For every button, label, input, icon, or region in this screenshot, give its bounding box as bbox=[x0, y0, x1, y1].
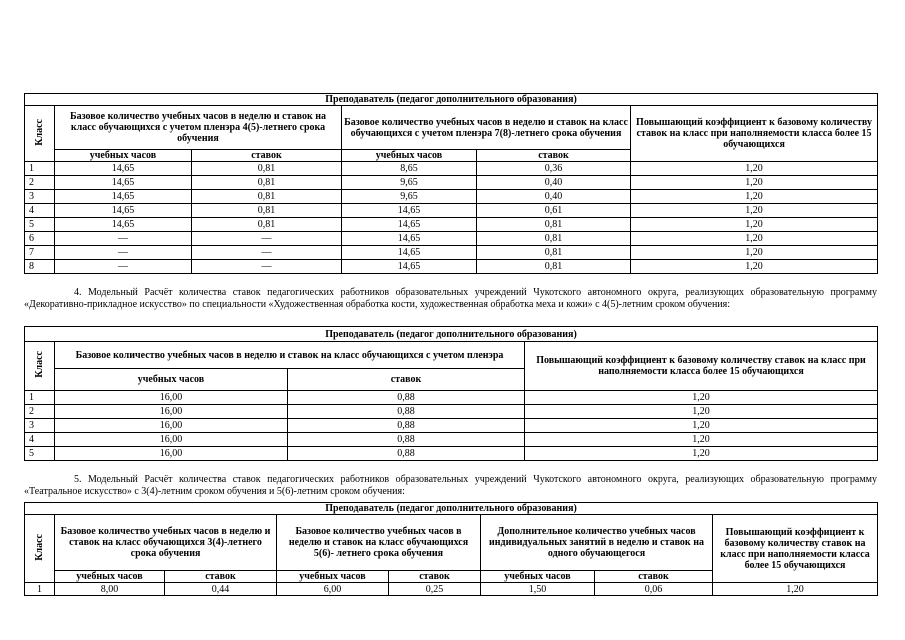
table-row bbox=[25, 260, 878, 274]
hours-cell: 14,65 bbox=[55, 162, 192, 176]
hours-subheader: учебных часов bbox=[55, 150, 192, 162]
hours-cell: 6,00 bbox=[277, 583, 389, 596]
rates-cell: 0,40 bbox=[477, 176, 631, 190]
hours-cell: 14,65 bbox=[342, 218, 477, 232]
rates-subheader: ставок bbox=[477, 150, 631, 162]
table-3-title: Преподаватель (педагог дополнительного образования) bbox=[25, 503, 878, 515]
rates-cell: — bbox=[192, 232, 342, 246]
table-row bbox=[25, 391, 878, 405]
coefficient-cell: 1,20 bbox=[631, 176, 878, 190]
table-row bbox=[25, 405, 878, 419]
hours-cell: 8,00 bbox=[55, 583, 165, 596]
hours-cell: 16,00 bbox=[55, 447, 288, 461]
coefficient-cell: 1,20 bbox=[631, 190, 878, 204]
table-1-group-7-8-years: Базовое количество учебных часов в неделю и ставок на класс обучающихся с учетом пленэра 7(8)-летнего срока обучения bbox=[342, 106, 631, 150]
coefficient-cell: 1,20 bbox=[631, 162, 878, 176]
paragraph-5-text: 5. Модельный Расчёт количества ставок педагогических работников образовательных учреждений Чукотского автономного округа, реализующих образовательную программу «Театральное искусство» с 3(4)-летним сроком обучения и 5(6)-летним сроком обучения: bbox=[24, 474, 877, 497]
table-3-coefficient-header: Повышающий коэффициент к базовому количеству ставок на класс при наполняемости класса более 15 обучающихся bbox=[713, 515, 878, 583]
hours-cell: 14,65 bbox=[342, 232, 477, 246]
rates-cell: 0,61 bbox=[477, 204, 631, 218]
coefficient-cell: 1,20 bbox=[631, 246, 878, 260]
rates-cell: 0,88 bbox=[288, 433, 525, 447]
class-number: 4 bbox=[25, 433, 55, 447]
coefficient-cell: 1,20 bbox=[631, 204, 878, 218]
table-1-title: Преподаватель (педагог дополнительного образования) bbox=[25, 94, 878, 106]
table-row bbox=[25, 190, 878, 204]
paragraph-5 bbox=[24, 474, 877, 498]
coefficient-cell: 1,20 bbox=[525, 433, 878, 447]
table-3-group-3-4-years: Базовое количество учебных часов в неделю и ставок на класс обучающихся 3(4)-летнего срока обучения bbox=[55, 515, 277, 571]
hours-subheader: учебных часов bbox=[342, 150, 477, 162]
hours-cell: 8,65 bbox=[342, 162, 477, 176]
table-row bbox=[25, 246, 878, 260]
class-number: 8 bbox=[25, 260, 55, 274]
hours-subheader: учебных часов bbox=[277, 571, 389, 583]
table-row bbox=[25, 232, 878, 246]
rates-cell: 0,88 bbox=[288, 391, 525, 405]
rates-cell: 0,81 bbox=[192, 190, 342, 204]
class-number: 1 bbox=[25, 162, 55, 176]
table-row bbox=[25, 218, 878, 232]
rates-cell: 0,81 bbox=[477, 232, 631, 246]
class-number: 4 bbox=[25, 204, 55, 218]
class-number: 1 bbox=[25, 583, 55, 596]
class-number: 2 bbox=[25, 176, 55, 190]
table-row bbox=[25, 433, 878, 447]
rates-cell: 0,81 bbox=[192, 204, 342, 218]
rates-subheader: ставок bbox=[192, 150, 342, 162]
rates-cell: 0,81 bbox=[477, 218, 631, 232]
rates-cell: 0,88 bbox=[288, 405, 525, 419]
hours-cell: 14,65 bbox=[55, 204, 192, 218]
table-row bbox=[25, 204, 878, 218]
rates-cell: 0,06 bbox=[595, 583, 713, 596]
hours-cell: 14,65 bbox=[342, 246, 477, 260]
table-2-group-header: Базовое количество учебных часов в неделю и ставок на класс обучающихся с учетом пленэра bbox=[55, 342, 525, 369]
coefficient-cell: 1,20 bbox=[631, 218, 878, 232]
rates-table-1 bbox=[24, 93, 878, 274]
table-1-group-4-5-years: Базовое количество учебных часов в неделю и ставок на класс обучающихся с учетом пленэра 4(5)-летнего срока обучения bbox=[55, 106, 342, 150]
paragraph-4-text: 4. Модельный Расчёт количества ставок педагогических работников образовательных учреждений Чукотского автономного округа, реализующих образовательную программу «Декоративно-прикладное искусство» по специальности «Художественная обработка кости, художественная обработка меха и кожи» с 4(5)-летним сроком обучения: bbox=[24, 287, 877, 310]
rates-table-3 bbox=[24, 502, 878, 596]
hours-cell: — bbox=[55, 246, 192, 260]
table-row bbox=[25, 162, 878, 176]
hours-cell: 16,00 bbox=[55, 405, 288, 419]
coefficient-cell: 1,20 bbox=[713, 583, 878, 596]
table-3-group-individual: Дополнительное количество учебных часов индивидуальных занятий в неделю и ставок на одного обучающегося bbox=[481, 515, 713, 571]
rates-table-2 bbox=[24, 326, 878, 461]
table-2-coefficient-header: Повышающий коэффициент к базовому количеству ставок на класс при наполняемости класса более 15 обучающихся bbox=[525, 342, 878, 391]
rates-cell: 0,88 bbox=[288, 447, 525, 461]
hours-cell: 9,65 bbox=[342, 176, 477, 190]
table-3-group-5-6-years: Базовое количество учебных часов в неделю и ставок на класс обучающихся 5(6)- летнего срока обучения bbox=[277, 515, 481, 571]
table-row bbox=[25, 447, 878, 461]
class-number: 7 bbox=[25, 246, 55, 260]
hours-cell: 14,65 bbox=[55, 218, 192, 232]
hours-cell: 1,50 bbox=[481, 583, 595, 596]
class-number: 1 bbox=[25, 391, 55, 405]
coefficient-cell: 1,20 bbox=[525, 391, 878, 405]
table-row bbox=[25, 583, 878, 596]
rates-cell: 0,88 bbox=[288, 419, 525, 433]
rates-cell: 0,81 bbox=[477, 260, 631, 274]
hours-cell: 9,65 bbox=[342, 190, 477, 204]
rates-subheader: ставок bbox=[165, 571, 277, 583]
class-column-header: Класс bbox=[25, 515, 55, 583]
hours-subheader: учебных часов bbox=[55, 571, 165, 583]
class-number: 5 bbox=[25, 218, 55, 232]
class-number: 2 bbox=[25, 405, 55, 419]
table-2-title: Преподаватель (педагог дополнительного образования) bbox=[25, 327, 878, 342]
class-number: 6 bbox=[25, 232, 55, 246]
class-column-header: Класс bbox=[25, 342, 55, 391]
rates-cell: 0,44 bbox=[165, 583, 277, 596]
rates-cell: 0,36 bbox=[477, 162, 631, 176]
rates-cell: 0,81 bbox=[192, 176, 342, 190]
rates-cell: 0,81 bbox=[477, 246, 631, 260]
hours-cell: 14,65 bbox=[342, 204, 477, 218]
table-row bbox=[25, 176, 878, 190]
hours-subheader: учебных часов bbox=[55, 369, 288, 391]
hours-cell: — bbox=[55, 260, 192, 274]
hours-subheader: учебных часов bbox=[481, 571, 595, 583]
rates-cell: — bbox=[192, 260, 342, 274]
hours-cell: — bbox=[55, 232, 192, 246]
coefficient-cell: 1,20 bbox=[631, 260, 878, 274]
class-number: 5 bbox=[25, 447, 55, 461]
class-number: 3 bbox=[25, 190, 55, 204]
table-row bbox=[25, 419, 878, 433]
hours-cell: 16,00 bbox=[55, 433, 288, 447]
coefficient-cell: 1,20 bbox=[525, 447, 878, 461]
rates-cell: 0,81 bbox=[192, 218, 342, 232]
paragraph-4 bbox=[24, 287, 877, 311]
rates-cell: 0,40 bbox=[477, 190, 631, 204]
class-number: 3 bbox=[25, 419, 55, 433]
coefficient-cell: 1,20 bbox=[631, 232, 878, 246]
hours-cell: 16,00 bbox=[55, 419, 288, 433]
rates-cell: — bbox=[192, 246, 342, 260]
rates-subheader: ставок bbox=[595, 571, 713, 583]
class-column-header: Класс bbox=[25, 106, 55, 162]
coefficient-cell: 1,20 bbox=[525, 419, 878, 433]
coefficient-cell: 1,20 bbox=[525, 405, 878, 419]
rates-subheader: ставок bbox=[389, 571, 481, 583]
rates-cell: 0,81 bbox=[192, 162, 342, 176]
rates-cell: 0,25 bbox=[389, 583, 481, 596]
table-1-coefficient-header: Повышающий коэффициент к базовому количеству ставок на класс при наполняемости класса более 15 обучающихся bbox=[631, 106, 878, 162]
hours-cell: 14,65 bbox=[55, 190, 192, 204]
hours-cell: 14,65 bbox=[55, 176, 192, 190]
hours-cell: 16,00 bbox=[55, 391, 288, 405]
hours-cell: 14,65 bbox=[342, 260, 477, 274]
rates-subheader: ставок bbox=[288, 369, 525, 391]
